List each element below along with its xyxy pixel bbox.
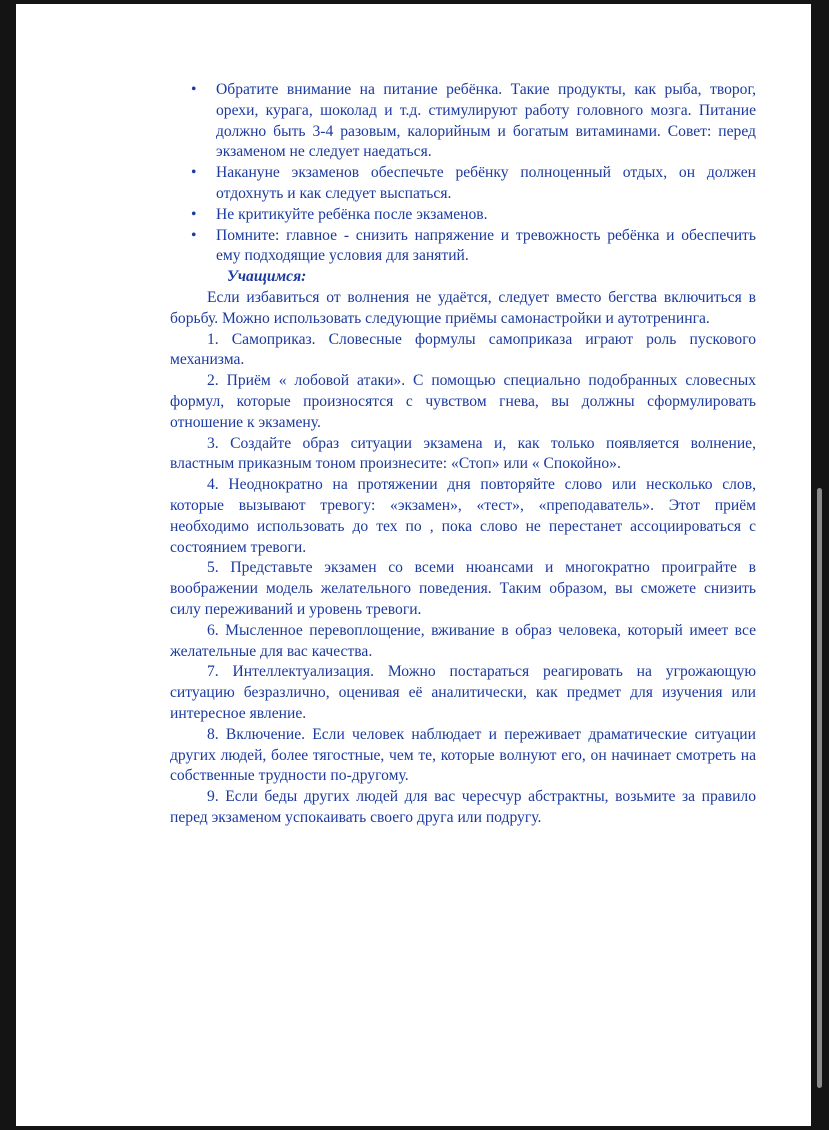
technique-paragraph: 8. Включение. Если человек наблюдает и переживает драматические ситуации других людей, более тягостные, чем те, которые волнуют его, он начинает смотреть на собственные трудности по-другому. xyxy=(170,725,756,785)
technique-paragraph: 3. Создайте образ ситуации экзамена и, как только появляется волнение, властным приказным тоном произнесите: «Стоп» или « Спокойно». xyxy=(170,434,756,473)
list-item: • Накануне экзаменов обеспечьте ребёнку полноценный отдых, он должен отдохнуть и как следует выспаться. xyxy=(170,163,756,205)
vertical-scrollbar[interactable] xyxy=(817,488,822,1088)
page-content xyxy=(170,80,756,829)
technique-paragraph: 5. Представьте экзамен со всеми нюансами и многократно проиграйте в воображении модель желательного поведения. Таким образом, вы сможете снизить силу переживаний и уровень тревоги. xyxy=(170,559,756,618)
technique-paragraph: 2. Приём « лобовой атаки». С помощью специально подобранных словесных формул, которые произносятся с чувством гнева, вы должны сформулировать отношение к экзамену. xyxy=(170,372,756,431)
technique-paragraph: 1. Самоприказ. Словесные формулы самоприказа играют роль пускового механизма. xyxy=(170,330,756,369)
list-item: • Не критикуйте ребёнка после экзаменов. xyxy=(170,205,756,226)
list-item: • Обратите внимание на питание ребёнка. Такие продукты, как рыба, творог, орехи, курага, шоколад и т.д. стимулируют работу головного мозга. Питание должно быть 3-4 разовым, калорийным и богатым витаминами. Совет: перед экзаменом не следует наедаться. xyxy=(170,80,756,163)
technique-paragraph: 9. Если беды других людей для вас чересчур абстрактны, возьмите за правило перед экзаменом успокаивать своего друга или подругу. xyxy=(170,788,756,826)
technique-paragraph: 4. Неоднократно на протяжении дня повторяйте слово или несколько слов, которые вызывают тревогу: «экзамен», «тест», «преподаватель». Этот приём необходимо использовать до тех по , пока слово не перестанет ассоциироваться с состоянием тревоги. xyxy=(170,476,756,556)
technique-paragraph: 7. Интеллектуализация. Можно постараться реагировать на угрожающую ситуацию безразлично, оценивая её аналитически, как предмет для изучения или интересное явление. xyxy=(170,663,756,722)
technique-paragraph: 6. Мысленное перевоплощение, вживание в образ человека, который имеет все желательные для вас качества. xyxy=(170,621,756,660)
students-intro: Если избавиться от волнения не удаётся, следует вместо бегства включиться в борьбу. Можно использовать следующие приёмы самонастройки и аутотренинга. xyxy=(170,288,756,327)
list-item: • Помните: главное - снизить напряжение и тревожность ребёнка и обеспечить ему подходящие условия для занятий. xyxy=(170,226,756,268)
students-heading: Учащимся: xyxy=(227,268,307,286)
document-page xyxy=(16,4,811,1126)
parent-tips-list xyxy=(170,80,756,267)
